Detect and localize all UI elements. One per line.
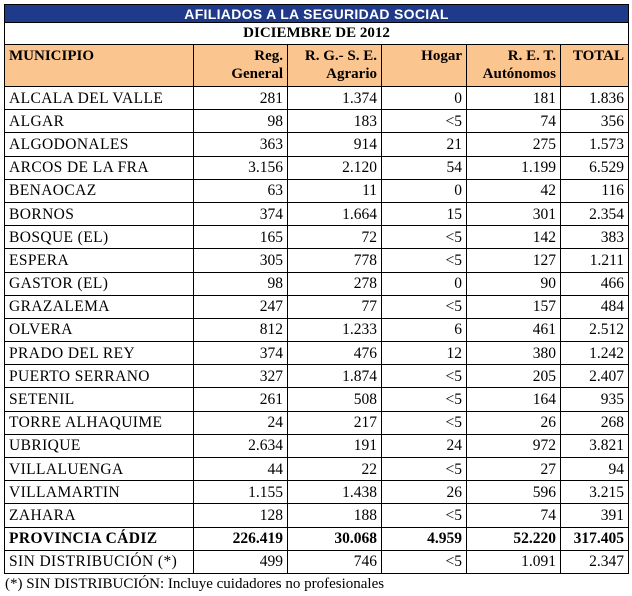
agrario-cell: 508	[288, 388, 382, 411]
municipio-cell: ARCOS DE LA FRA	[5, 156, 194, 179]
total-cell: 1.573	[561, 133, 629, 156]
table-row	[5, 249, 629, 272]
municipio-cell: PROVINCIA CÁDIZ	[5, 527, 194, 550]
hogar-cell: 21	[382, 133, 467, 156]
agrario-cell: 11	[288, 179, 382, 202]
municipio-cell: GASTOR (EL)	[5, 272, 194, 295]
municipio-cell: UBRIQUE	[5, 434, 194, 457]
agrario-cell: 278	[288, 272, 382, 295]
municipio-cell: BENAOCAZ	[5, 179, 194, 202]
autonomos-cell: 461	[467, 318, 561, 341]
reg-general-cell: 3.156	[194, 156, 288, 179]
agrario-cell: 30.068	[288, 527, 382, 550]
hogar-cell: <5	[382, 249, 467, 272]
title-row	[5, 5, 629, 23]
autonomos-cell: 127	[467, 249, 561, 272]
reg-general-cell: 363	[194, 133, 288, 156]
municipio-cell: ALGAR	[5, 110, 194, 133]
total-cell: 2.407	[561, 365, 629, 388]
table-row	[5, 318, 629, 341]
reg-general-cell: 98	[194, 272, 288, 295]
table-row	[5, 87, 629, 110]
autonomos-cell: 157	[467, 295, 561, 318]
table-row	[5, 133, 629, 156]
autonomos-cell: 205	[467, 365, 561, 388]
autonomos-cell: 164	[467, 388, 561, 411]
reg-general-cell: 24	[194, 411, 288, 434]
header-municipio: MUNICIPIO	[5, 45, 194, 87]
municipio-cell: VILLAMARTIN	[5, 481, 194, 504]
municipio-cell: PUERTO SERRANO	[5, 365, 194, 388]
table-title: AFILIADOS A LA SEGURIDAD SOCIAL	[5, 5, 629, 23]
agrario-cell: 778	[288, 249, 382, 272]
autonomos-cell: 52.220	[467, 527, 561, 550]
agrario-cell: 476	[288, 342, 382, 365]
agrario-cell: 1.438	[288, 481, 382, 504]
hogar-cell: <5	[382, 295, 467, 318]
table-row	[5, 110, 629, 133]
table-row	[5, 458, 629, 481]
total-cell: 94	[561, 458, 629, 481]
reg-general-cell: 128	[194, 504, 288, 527]
autonomos-cell: 972	[467, 434, 561, 457]
total-cell: 268	[561, 411, 629, 434]
reg-general-cell: 165	[194, 226, 288, 249]
autonomos-cell: 181	[467, 87, 561, 110]
table-row	[5, 527, 629, 550]
reg-general-cell: 499	[194, 550, 288, 573]
municipio-cell: ZAHARA	[5, 504, 194, 527]
total-cell: 356	[561, 110, 629, 133]
agrario-cell: 914	[288, 133, 382, 156]
reg-general-cell: 247	[194, 295, 288, 318]
table-row	[5, 504, 629, 527]
hogar-cell: 26	[382, 481, 467, 504]
reg-general-cell: 98	[194, 110, 288, 133]
hogar-cell: 0	[382, 179, 467, 202]
autonomos-cell: 42	[467, 179, 561, 202]
agrario-cell: 191	[288, 434, 382, 457]
hogar-cell: <5	[382, 388, 467, 411]
total-cell: 116	[561, 179, 629, 202]
reg-general-cell: 261	[194, 388, 288, 411]
hogar-cell: <5	[382, 110, 467, 133]
table-row	[5, 550, 629, 573]
header-reg-general	[194, 45, 288, 87]
hogar-cell: 0	[382, 272, 467, 295]
reg-general-cell: 327	[194, 365, 288, 388]
agrario-cell: 1.664	[288, 202, 382, 225]
total-cell: 1.211	[561, 249, 629, 272]
agrario-cell: 1.233	[288, 318, 382, 341]
reg-general-cell: 374	[194, 202, 288, 225]
agrario-cell: 72	[288, 226, 382, 249]
header-rgse-agrario-line2: Agrario	[326, 66, 377, 82]
affiliates-table	[4, 4, 629, 574]
table-row	[5, 202, 629, 225]
total-cell: 3.215	[561, 481, 629, 504]
autonomos-cell: 74	[467, 504, 561, 527]
header-reg-general-line1: Reg.	[254, 48, 283, 64]
reg-general-cell: 281	[194, 87, 288, 110]
hogar-cell: 54	[382, 156, 467, 179]
hogar-cell: <5	[382, 226, 467, 249]
total-cell: 391	[561, 504, 629, 527]
header-rgse-agrario-line1: R. G.- S. E.	[304, 48, 377, 64]
autonomos-cell: 1.199	[467, 156, 561, 179]
total-cell: 2.512	[561, 318, 629, 341]
municipio-cell: BORNOS	[5, 202, 194, 225]
table-row	[5, 272, 629, 295]
total-cell: 1.836	[561, 87, 629, 110]
table-row	[5, 481, 629, 504]
reg-general-cell: 2.634	[194, 434, 288, 457]
table-row	[5, 434, 629, 457]
municipio-cell: TORRE ALHAQUIME	[5, 411, 194, 434]
header-rgse-agrario	[288, 45, 382, 87]
total-cell: 2.347	[561, 550, 629, 573]
municipio-cell: PRADO DEL REY	[5, 342, 194, 365]
table-row	[5, 156, 629, 179]
reg-general-cell: 226.419	[194, 527, 288, 550]
municipio-cell: ALCALA DEL VALLE	[5, 87, 194, 110]
total-cell: 2.354	[561, 202, 629, 225]
agrario-cell: 217	[288, 411, 382, 434]
autonomos-cell: 380	[467, 342, 561, 365]
hogar-cell: 6	[382, 318, 467, 341]
municipio-cell: VILLALUENGA	[5, 458, 194, 481]
table-row	[5, 365, 629, 388]
table-row	[5, 411, 629, 434]
autonomos-cell: 27	[467, 458, 561, 481]
total-cell: 383	[561, 226, 629, 249]
autonomos-cell: 596	[467, 481, 561, 504]
agrario-cell: 77	[288, 295, 382, 318]
hogar-cell: <5	[382, 458, 467, 481]
municipio-cell: ESPERA	[5, 249, 194, 272]
table-date: DICIEMBRE DE 2012	[5, 23, 629, 45]
table-row	[5, 388, 629, 411]
autonomos-cell: 1.091	[467, 550, 561, 573]
autonomos-cell: 142	[467, 226, 561, 249]
total-cell: 466	[561, 272, 629, 295]
municipio-cell: SETENIL	[5, 388, 194, 411]
total-cell: 3.821	[561, 434, 629, 457]
header-reg-general-line2: General	[231, 66, 283, 82]
municipio-cell: ALGODONALES	[5, 133, 194, 156]
header-total: TOTAL	[561, 45, 629, 87]
agrario-cell: 183	[288, 110, 382, 133]
municipio-cell: SIN DISTRIBUCIÓN (*)	[5, 550, 194, 573]
date-row	[5, 23, 629, 45]
hogar-cell: 15	[382, 202, 467, 225]
agrario-cell: 188	[288, 504, 382, 527]
reg-general-cell: 1.155	[194, 481, 288, 504]
hogar-cell: <5	[382, 504, 467, 527]
hogar-cell: <5	[382, 365, 467, 388]
affiliates-report	[4, 4, 628, 593]
agrario-cell: 1.374	[288, 87, 382, 110]
agrario-cell: 1.874	[288, 365, 382, 388]
hogar-cell: <5	[382, 550, 467, 573]
reg-general-cell: 812	[194, 318, 288, 341]
reg-general-cell: 305	[194, 249, 288, 272]
header-ret-autonomos	[467, 45, 561, 87]
municipio-cell: GRAZALEMA	[5, 295, 194, 318]
agrario-cell: 746	[288, 550, 382, 573]
header-ret-autonomos-line2: Autónomos	[482, 66, 556, 82]
hogar-cell: 12	[382, 342, 467, 365]
autonomos-cell: 301	[467, 202, 561, 225]
column-header-row	[5, 45, 629, 87]
autonomos-cell: 74	[467, 110, 561, 133]
reg-general-cell: 374	[194, 342, 288, 365]
reg-general-cell: 63	[194, 179, 288, 202]
agrario-cell: 2.120	[288, 156, 382, 179]
total-cell: 484	[561, 295, 629, 318]
table-row	[5, 226, 629, 249]
autonomos-cell: 90	[467, 272, 561, 295]
hogar-cell: 4.959	[382, 527, 467, 550]
footnote: (*) SIN DISTRIBUCIÓN: Incluye cuidadores no profesionales	[5, 575, 385, 592]
municipio-cell: BOSQUE (EL)	[5, 226, 194, 249]
total-cell: 935	[561, 388, 629, 411]
hogar-cell: 0	[382, 87, 467, 110]
municipio-cell: OLVERA	[5, 318, 194, 341]
total-cell: 1.242	[561, 342, 629, 365]
header-hogar: Hogar	[382, 45, 467, 87]
hogar-cell: 24	[382, 434, 467, 457]
table-row	[5, 295, 629, 318]
table-row	[5, 179, 629, 202]
hogar-cell: <5	[382, 411, 467, 434]
reg-general-cell: 44	[194, 458, 288, 481]
total-cell: 6.529	[561, 156, 629, 179]
total-cell: 317.405	[561, 527, 629, 550]
header-ret-autonomos-line1: R. E. T.	[507, 48, 556, 64]
autonomos-cell: 275	[467, 133, 561, 156]
table-row	[5, 342, 629, 365]
agrario-cell: 22	[288, 458, 382, 481]
autonomos-cell: 26	[467, 411, 561, 434]
